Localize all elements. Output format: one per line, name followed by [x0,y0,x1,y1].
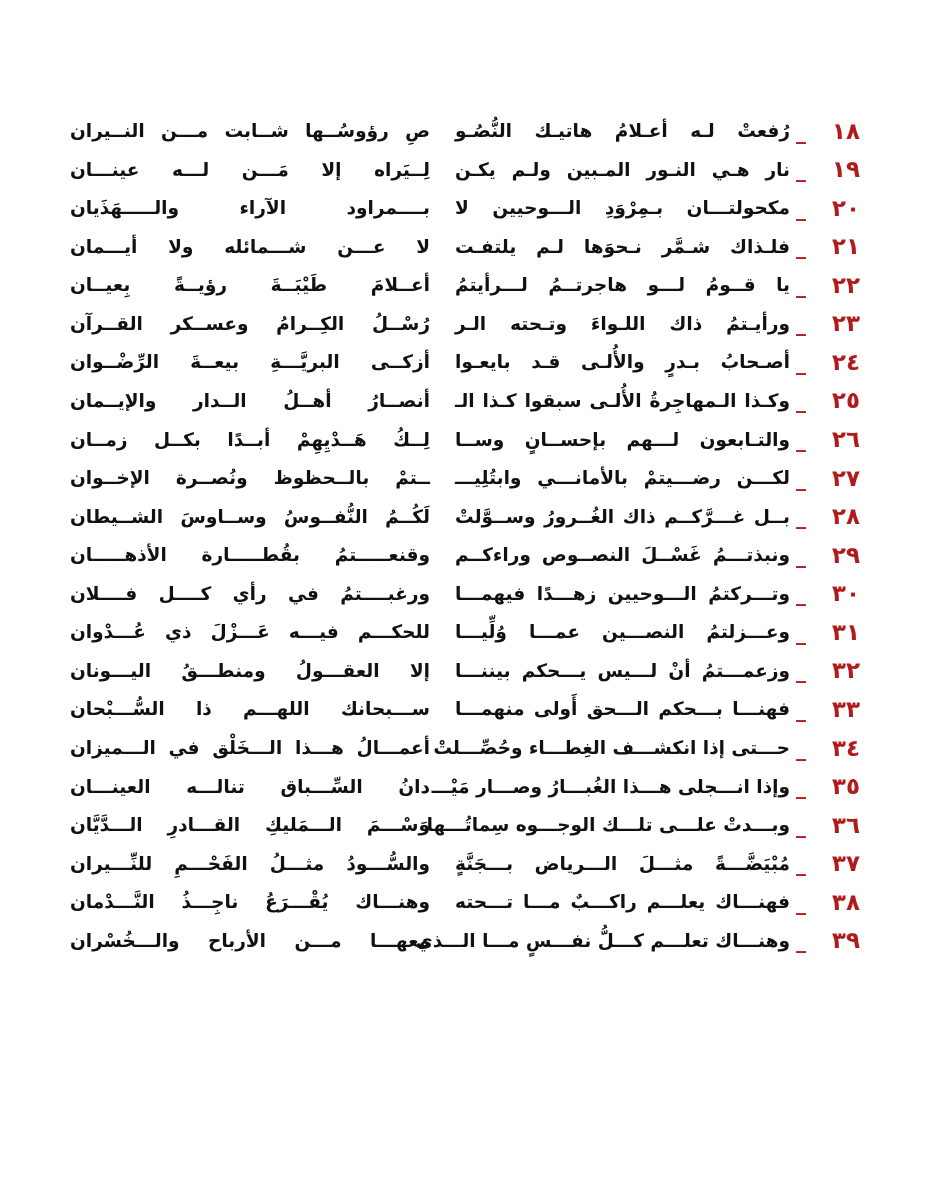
verse-first-hemistich: فهنـــا بـــحكم الـــحق أَولى منهمـــا [455,699,790,721]
verse-row [70,807,860,844]
verse-first-hemistich: فلـذاك شـمَّر نـحوَها لـم يلتفـت [455,236,790,258]
verse-first-hemistich: رُفعتْ لـه أعـلامُ هاتيـك النُّصُـو [455,121,790,142]
verse-row [70,229,860,266]
verse-number: ٢٢ [831,272,860,299]
verse-second-hemistich: لِــكُ هَــدْيِهِمْ أبــدًا بكــل زمــان [70,429,430,451]
verse-number: ٣٠ [831,581,860,608]
verse-row [70,884,860,921]
verse-first-hemistich: ونبذتـــمُ غَسْــلَ النصــوص وراءكــم [455,545,790,567]
verse-number-dash: _ [796,890,806,915]
verse-row [70,691,860,728]
verse-first-hemistich: وتـــركتمُ الـــوحيين زهـــدًا فيهمـــا [455,583,790,605]
verse-first-hemistich: نار هـي النـور المـبين ولـم يكـن [455,159,790,181]
poem-verses [70,113,860,961]
verse-number: ٢٧ [831,465,860,492]
verse-row [70,537,860,574]
verse-number: ٢٩ [831,542,860,569]
verse-first-hemistich: فهنـــاك يعلـــم راكـــبٌ مـــا تـــحته [455,892,790,914]
verse-number: ٣١ [831,619,860,646]
verse-row [70,344,860,381]
verse-first-hemistich: وبـــدتْ علـــى تلـــك الوجـــوه سِماتُـــها [426,815,790,837]
verse-number: ٢٣ [831,311,860,338]
verse-row [70,306,860,343]
verse-number-dash: _ [796,466,806,491]
verse-row [70,422,860,459]
verse-first-hemistich: وزعمـــتمُ أنْ لـــيس يـــحكم بيننـــا [455,660,790,682]
verse-row [70,653,860,690]
verse-number-dash: _ [796,235,806,260]
verse-number: ٢٥ [831,388,860,415]
verse-number: ٣٥ [831,774,860,801]
verse-second-hemistich: وَسْـــمَ الـــمَليكِ القـــادرِ الـــدَّيَّان [70,815,430,837]
verse-second-hemistich: أنصــارُ أهــلُ الــدار والإيــمان [70,390,430,412]
verse-first-hemistich: وهنـــاك تعلـــم كـــلُّ نفـــسٍ مـــا الـــذي [415,930,790,952]
verse-first-hemistich: بــل غـــرَّكــم ذاك الغُــرورُ وســوَّلتْ [455,506,790,528]
verse-number-dash: _ [796,813,806,838]
verse-second-hemistich: ــتمْ بالــحظوظ ونُصــرة الإخــوان [70,468,430,490]
verse-row [70,267,860,304]
verse-number-dash: _ [796,389,806,414]
verse-first-hemistich: ورأيـتمُ ذاك اللـواءَ وتـحته الـر [455,313,790,335]
verse-second-hemistich: إلا العقـــولُ ومنطـــقُ اليـــونان [70,660,430,682]
verse-number-dash: _ [796,350,806,375]
verse-second-hemistich: صِ رؤوسُــها شــابت مـــن النــيران [70,121,430,142]
verse-second-hemistich: لا عـــن شـــمائله ولا أيـــمان [70,236,430,258]
verse-row [70,152,860,189]
verse-row [70,846,860,883]
verse-second-hemistich: أزكــى البريَّـــةِ بيعــةَ الرِّضْــوان [70,352,430,374]
verse-number: ٣٤ [831,735,860,762]
verse-row [70,730,860,767]
verse-first-hemistich: أصـحابُ بـدرٍ والأُلـى قـد بايعـوا [455,352,790,374]
verse-second-hemistich: وهنـــاك يُقْـــرَعُ ناجِـــذُ النَّـــدْمان [70,892,430,914]
verse-second-hemistich: لِــيَراه إلا مَـــن لـــه عينـــان [70,159,430,181]
verse-number-dash: _ [796,929,806,954]
verse-number: ١٩ [831,157,860,184]
verse-second-hemistich: أعمـــالُ هـــذا الـــخَلْق في الـــميزان [70,738,430,759]
verse-number: ٣٩ [831,928,860,955]
verse-number-dash: _ [796,852,806,877]
verse-first-hemistich: لكـــن رضـــيتمْ بالأمانـــي وابتُلِيـــ [455,468,790,490]
verse-second-hemistich: أعــلامَ طَيْبَــةَ رؤيــةً بِعيــان [70,275,430,297]
verse-row [70,190,860,227]
verse-second-hemistich: بــــمراود الآراء والـــــهَذَيان [70,198,430,220]
verse-second-hemistich: والسُّـــودُ مثـــلُ الفَحْـــمِ للنِّـــيران [70,853,430,875]
verse-row [70,499,860,536]
verse-number-dash: _ [796,505,806,530]
verse-second-hemistich: دانُ السِّـــباق تنالـــه العينـــان [70,776,430,798]
verse-first-hemistich: وعـــزلتمُ النصـــين عمـــا وُلِّيـــا [455,622,790,644]
verse-first-hemistich: حـــتى إذا انكشـــف الغِطـــاء وحُصِّـــلتْ [433,738,790,759]
verse-first-hemistich: وكـذا الـمهاجِرةُ الأُلـى سبقوا كـذا الـ [455,390,790,412]
verse-first-hemistich: وإذا انـــجلى هـــذا الغُبـــارُ وصـــار مَيْـــ [431,776,790,798]
verse-number-dash: _ [796,582,806,607]
verse-first-hemistich: مكحولتـــان بـمِرْوَدِ الـــوحيين لا [455,198,790,220]
verse-number: ٢١ [831,234,860,261]
verse-number: ٣٢ [831,658,860,685]
verse-second-hemistich: ورغبــــتمُ في رأي كــــل فــــلان [70,583,430,605]
verse-second-hemistich: ســـبحانك اللهـــم ذا السُّـــبْحان [70,699,430,721]
verse-number: ٣٣ [831,696,860,723]
verse-number: ٢٤ [831,349,860,376]
verse-number-dash: _ [796,697,806,722]
verse-row [70,923,860,960]
verse-first-hemistich: يا قــومُ لـــو هاجرتــمُ لـــرأيتمُ [455,275,790,297]
verse-row [70,383,860,420]
verse-number: ٣٦ [831,812,860,839]
verse-second-hemistich: رُسْــلُ الكِــرامُ وعســكر القــرآن [70,313,430,335]
verse-row [70,460,860,497]
verse-number-dash: _ [796,620,806,645]
verse-number: ٣٧ [831,851,860,878]
verse-second-hemistich: معهـــا مـــن الأرباح والـــخُسْران [70,930,430,952]
verse-number: ٣٨ [831,889,860,916]
verse-second-hemistich: وقنعـــــتمُ بقُطـــــارة الأذهـــــان [70,545,430,567]
verse-number: ٢٠ [831,195,860,222]
verse-number: ١٨ [831,118,860,145]
verse-number: ٢٦ [831,427,860,453]
verse-number-dash: _ [796,736,806,761]
verse-number-dash: _ [796,543,806,568]
verse-row [70,769,860,806]
verse-number-dash: _ [796,312,806,337]
verse-row [70,576,860,613]
verse-number-dash: _ [796,273,806,298]
verse-first-hemistich: مُبْيَضَّـــةً مثـــلَ الـــرياض بـــجَنَّةٍ [455,853,790,875]
verse-second-hemistich: للحكـــم فيـــه عَـــزْلَ ذي عُـــدْوان [70,622,430,644]
verse-row [70,614,860,651]
verse-number-dash: _ [796,158,806,183]
verse-number-dash: _ [796,119,806,144]
verse-row [70,113,860,150]
verse-first-hemistich: والتـابعون لـــهم بإحســانٍ وســا [455,429,790,451]
verse-number-dash: _ [796,196,806,221]
verse-number-dash: _ [796,775,806,800]
verse-second-hemistich: لَكُــمُ النُّفــوسُ وســاوسَ الشــيطان [70,506,430,528]
verse-number: ٢٨ [831,504,860,531]
verse-number-dash: _ [796,428,806,452]
verse-number-dash: _ [796,659,806,684]
